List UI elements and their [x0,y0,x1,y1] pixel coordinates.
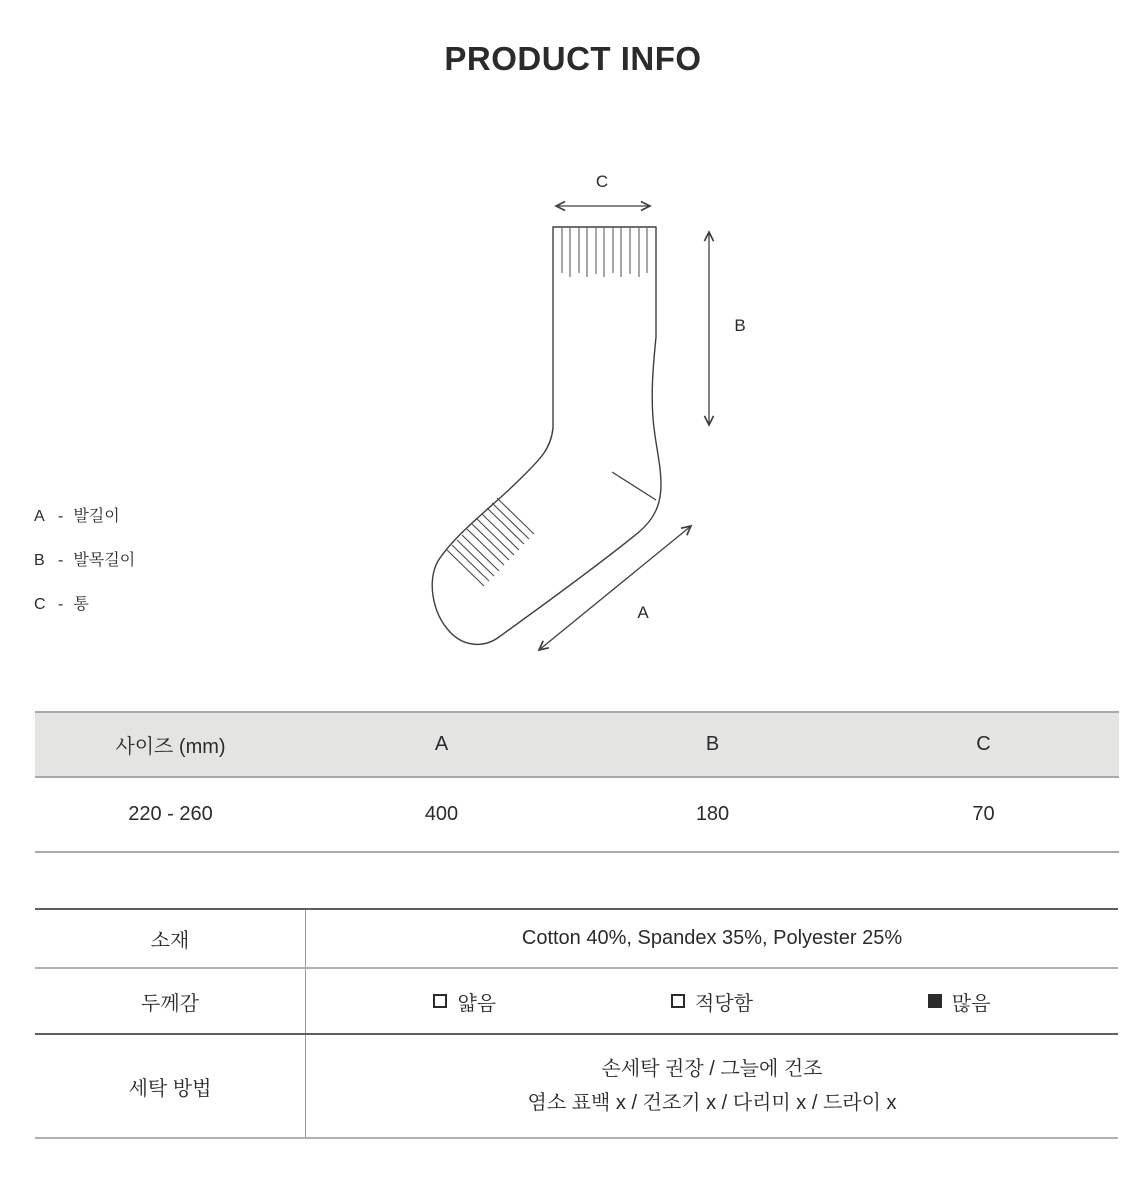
washing-label: 세탁 방법 [35,1035,306,1137]
legend-item-b [34,552,135,569]
thickness-option-label: 많음 [951,992,991,1015]
washing-line: 염소 표백 x / 건조기 x / 다리미 x / 드라이 x [527,1092,897,1114]
washing-row [35,1035,1118,1139]
size-cell: 180 [695,803,730,825]
diagram-label-c: C [595,172,609,191]
arrow-a [539,526,691,650]
thickness-option-thin [433,987,496,1016]
sock-heel-line [612,472,656,500]
sock-sole-hatching [447,498,534,586]
thickness-options [306,969,1118,1033]
legend-item-c [34,596,135,613]
thickness-row [35,969,1118,1035]
thickness-option-label: 적당함 [695,992,753,1015]
size-table-row [35,778,1119,853]
thickness-label: 두께감 [35,969,306,1033]
size-col-header: C [976,733,991,755]
page-title: PRODUCT INFO [444,40,702,77]
legend-label: 발목길이 [73,552,136,569]
legend-key: A [34,508,45,525]
measurement-legend [34,508,135,640]
legend-label: 발길이 [73,508,120,525]
diagram-label-b: B [734,316,746,335]
checkbox-icon [928,994,942,1008]
thickness-option-label: 얇음 [457,992,497,1015]
sock-measurement-diagram [420,160,800,680]
size-col-header: 사이즈 (mm) [115,736,226,758]
size-table-header-row [35,711,1119,778]
legend-label: 통 [73,596,89,613]
material-label: 소재 [35,910,306,967]
thickness-option-medium [671,987,753,1016]
size-table [35,711,1119,853]
legend-key: B [34,552,45,569]
washing-line: 손세탁 권장 / 그늘에 건조 [601,1058,823,1080]
checkbox-icon [671,994,685,1008]
sock-cuff-ribbing [562,228,647,277]
material-row [35,910,1118,969]
size-col-header: A [434,733,449,755]
checkbox-icon [433,994,447,1008]
sock-outline-shape [432,227,661,644]
legend-separator: - [58,552,64,569]
size-cell: 70 [972,803,995,825]
details-table [35,908,1118,1139]
legend-separator: - [58,596,64,613]
legend-item-a [34,508,135,525]
diagram-label-a: A [637,603,649,622]
size-cell: 220 - 260 [128,803,213,825]
material-value: Cotton 40%, Spandex 35%, Polyester 25% [521,927,903,949]
size-col-header: B [705,733,720,755]
size-cell: 400 [424,803,459,825]
legend-separator: - [58,508,64,525]
washing-instructions [306,1035,1118,1137]
legend-key: C [34,596,46,613]
thickness-option-thick [928,987,991,1016]
